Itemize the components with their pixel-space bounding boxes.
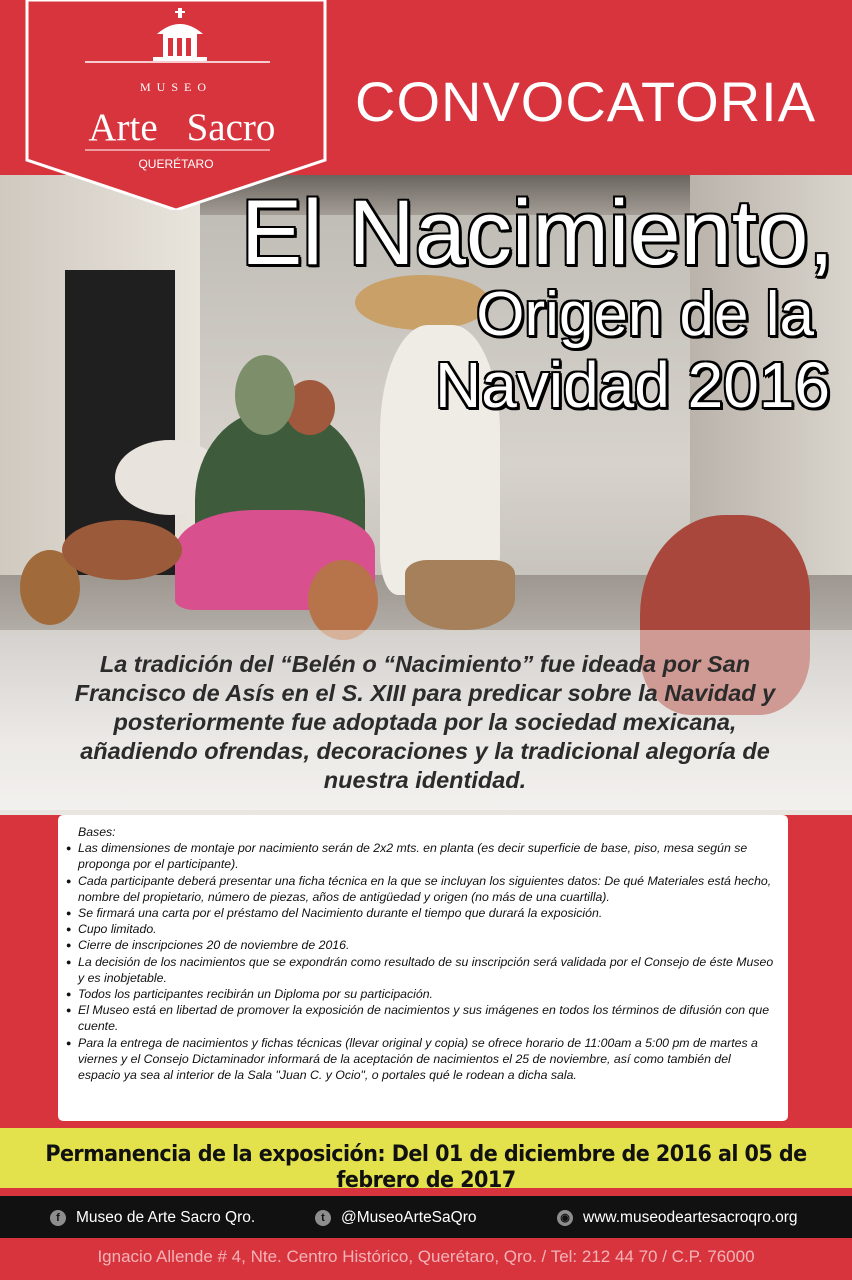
facebook-link[interactable]: [50, 1209, 255, 1227]
twitter-icon: t: [315, 1210, 331, 1226]
facebook-label: Museo de Arte Sacro Qro.: [76, 1209, 256, 1226]
twitter-label: @MuseoArteSaQro: [341, 1209, 477, 1226]
globe-icon: ◉: [557, 1210, 573, 1226]
footer-address: Ignacio Allende # 4, Nte. Centro Histórico, Querétaro, Qro. / Tel: 212 44 70 / C.P. 76000: [97, 1247, 755, 1266]
list-item: ● Para la entrega de nacimientos y fichas técnicas (llevar original y copia) se ofrece horario de 11:00am a 5:00 pm de martes a viernes y el Consejo Dictaminador informará de la aceptación de nacimientos el 25 de noviembre, así como también del espacio ya sea al interior de la Sala "Juan C. y Ocio", o portales qué le rodean a dicha sala.: [66, 1035, 776, 1084]
convocatoria-title: CONVOCATORIA: [355, 70, 817, 133]
website-link[interactable]: [557, 1209, 798, 1227]
list-item: ● Todos los participantes recibirán un Diploma por su participación.: [66, 986, 776, 1002]
facebook-icon: f: [50, 1210, 66, 1226]
list-item: ● El Museo está en libertad de promover la exposición de nacimientos y sus imágenes en todos los términos de difusión con que cuente.: [66, 1002, 776, 1034]
basket-icon: [405, 560, 515, 630]
intro-text: [30, 650, 820, 795]
bases-list: [66, 840, 776, 1083]
bases-title: Bases:: [78, 825, 116, 839]
headline-line3: Navidad 2016: [435, 349, 830, 421]
intro-line: nuestra identidad.: [323, 767, 527, 793]
list-item: ● Cierre de inscripciones 20 de noviembre de 2016.: [66, 937, 776, 953]
headline-line1: El Nacimiento,: [240, 182, 834, 284]
logo-museo-text: MUSEO: [139, 80, 213, 94]
intro-line: La tradición del “Belén o “Nacimiento” fue ideada por San: [99, 651, 751, 677]
logo-sacro-text: Sacro: [186, 106, 276, 149]
list-item: ● La decisión de los nacimientos que se expondrán como resultado de su inscripción será validada por el Consejo de éste Museo y es inobjetable.: [66, 954, 776, 986]
list-item: ● Se firmará una carta por el préstamo del Nacimiento durante el tiempo que durará la exposición.: [66, 905, 776, 921]
website-label: www.museodeartesacroqro.org: [583, 1209, 798, 1226]
list-item: ● Cada participante deberá presentar una ficha técnica en la que se incluyan los siguientes datos: De qué Materiales está hecho, nombre del propietario, número de piezas, años de antigüedad y origen (no más de una cuartilla).: [66, 873, 776, 905]
logo-arte-text: Arte: [88, 106, 158, 149]
bowl-icon: [62, 520, 182, 580]
angel-figure: [235, 355, 295, 435]
logo-city-text: QUERÉTARO: [138, 157, 214, 171]
museum-logo: [25, 0, 327, 210]
intro-line: Francisco de Asís en el S. XIII para predicar sobre la Navidad y: [74, 680, 776, 706]
jug-icon: [308, 560, 378, 640]
intro-line: posteriormente fue adoptada por la sociedad mexicana,: [113, 709, 737, 735]
list-item: ● Las dimensiones de montaje por nacimiento serán de 2x2 mts. en planta (es decir superficie de base, piso, mesa según se proponga por el participante).: [66, 840, 776, 872]
bases-box: [58, 815, 788, 1121]
permanencia-text: Permanencia de la exposición: Del 01 de diciembre de 2016 al 05 de febrero de 2017: [45, 1141, 807, 1193]
headline-line2: Origen de la: [476, 280, 814, 349]
twitter-link[interactable]: [315, 1209, 476, 1227]
list-item: ● Cupo limitado.: [66, 921, 776, 937]
intro-line: añadiendo ofrendas, decoraciones y la tradicional alegoría de: [80, 738, 770, 764]
